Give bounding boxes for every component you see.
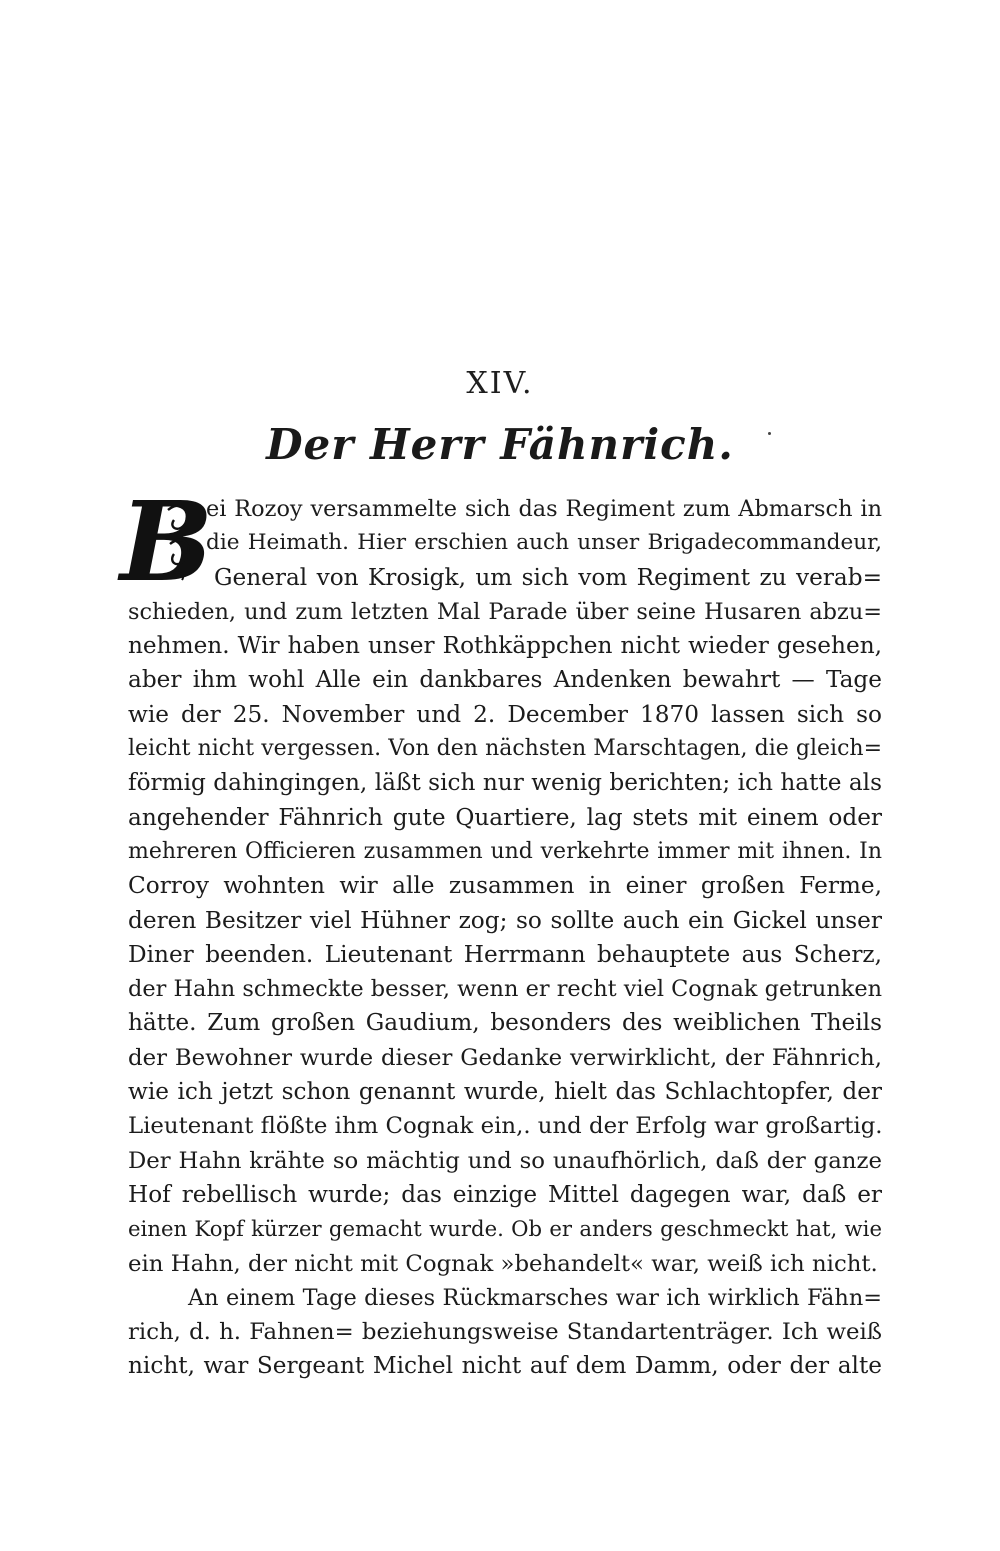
text-line: General von Krosigk, um sich vom Regiment zu verab= <box>214 563 882 591</box>
text-line: nehmen. Wir haben unser Rothkäppchen nicht wieder gesehen, <box>128 632 882 660</box>
text-line: ei Rozoy versammelte sich das Regiment zum Abmarsch in <box>206 496 882 522</box>
chapter-number: XIV. <box>466 366 534 401</box>
text-line: der Bewohner wurde dieser Gedanke verwirklicht, der Fähnrich, <box>128 1044 882 1071</box>
body-text <box>120 477 883 1384</box>
text-line: wie der 25. November und 2. December 1870 lassen sich so <box>128 700 882 728</box>
drop-cap: B <box>120 477 213 606</box>
text-line: hätte. Zum großen Gaudium, besonders des weiblichen Theils <box>128 1009 882 1037</box>
text-line: Diner beenden. Lieutenant Herrmann behauptete aus Scherz, <box>128 940 882 968</box>
text-line: förmig dahingingen, läßt sich nur wenig berichten; ich hatte als <box>128 769 882 797</box>
text-line: nicht, war Sergeant Michel nicht auf dem Damm, oder der alte <box>128 1352 882 1380</box>
text-line: Der Hahn krähte so mächtig und so unaufhörlich, daß der ganze <box>128 1147 882 1174</box>
text-line: rich, d. h. Fahnen= beziehungsweise Standartenträger. Ich weiß <box>128 1319 882 1346</box>
text-line: Hof rebellisch wurde; das einzige Mittel dagegen war, daß er <box>128 1180 882 1208</box>
text-line: wie ich jetzt schon genannt wurde, hielt das Schlachtopfer, der <box>128 1078 882 1106</box>
text-line: Lieutenant flößte ihm Cognak ein,. und der Erfolg war großartig. <box>128 1113 883 1140</box>
scan-speck <box>768 432 771 435</box>
text-line: An einem Tage dieses Rückmarsches war ich wirklich Fähn= <box>188 1284 882 1311</box>
text-line: leicht nicht vergessen. Von den nächsten Marschtagen, die gleich= <box>128 736 882 762</box>
text-line: aber ihm wohl Alle ein dankbares Andenken bewahrt — Tage <box>128 666 882 694</box>
text-line: der Hahn schmeckte besser, wenn er recht viel Cognak getrunken <box>128 976 882 1003</box>
text-line: ein Hahn, der nicht mit Cognak »behandelt« war, weiß ich nicht. <box>128 1250 878 1277</box>
text-line: einen Kopf kürzer gemacht wurde. Ob er anders geschmeckt hat, wie <box>128 1216 882 1242</box>
text-line: Corroy wohnten wir alle zusammen in einer großen Ferme, <box>128 872 882 900</box>
text-line: mehreren Officieren zusammen und verkehrte immer mit ihnen. In <box>128 838 882 864</box>
chapter-title: Der Herr Fähnrich. <box>266 420 734 469</box>
text-line: schieden, und zum letzten Mal Parade über seine Husaren abzu= <box>128 598 882 625</box>
text-line: deren Besitzer viel Hühner zog; so sollte auch ein Gickel unser <box>128 906 882 934</box>
text-line: die Heimath. Hier erschien auch unser Brigadecommandeur, <box>206 530 882 556</box>
text-line: angehender Fähnrich gute Quartiere, lag stets mit einem oder <box>128 803 882 831</box>
